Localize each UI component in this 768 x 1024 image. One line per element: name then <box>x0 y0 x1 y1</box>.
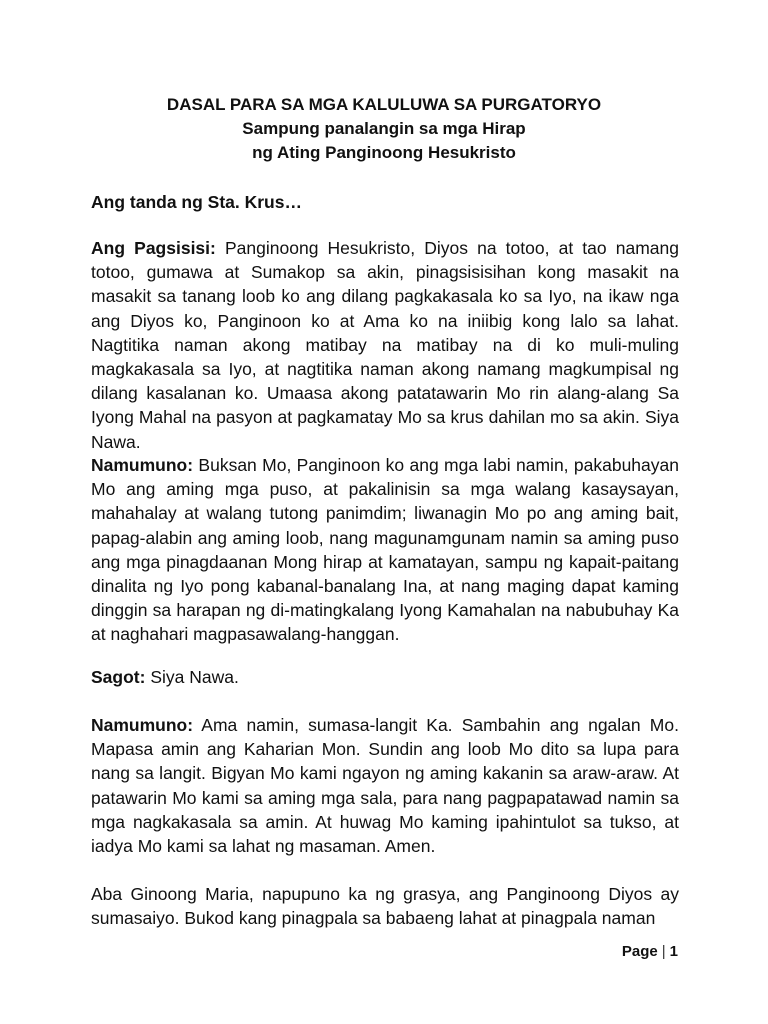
paragraph-label: Namumuno: <box>91 715 194 735</box>
paragraph-label: Ang Pagsisisi: <box>91 238 216 258</box>
paragraph-pagsisisi <box>91 236 679 454</box>
paragraph-namumuno-1 <box>91 453 679 647</box>
page-footer <box>622 942 678 962</box>
paragraph-sagot <box>91 665 679 689</box>
paragraph-body <box>91 665 679 689</box>
paragraph-body <box>91 882 679 930</box>
paragraph-text: Ama namin, sumasa-langit Ka. Sambahin ang ngalan Mo. Mapasa amin ang Kaharian Mon. Sundin ang loob Mo dito sa lupa para nang sa langit. Bigyan Mo kami ngayon ng aming kakanin sa araw-araw. At patawarin Mo kami sa aming mga sala, para nang pagpapatawad namin sa mga nagkakasala sa amin. At huwag Mo kaming ipahintulot sa tukso, at iadya Mo kami sa lahat ng masaman. Amen. <box>91 715 679 857</box>
paragraph-body <box>91 236 679 454</box>
paragraph-label: Sagot: <box>91 667 146 687</box>
paragraph-label: Namumuno: <box>91 455 194 475</box>
page-label: Page <box>621 943 658 960</box>
document-subtitle-line2: ng Ating Panginoong Hesukristo <box>252 143 516 162</box>
paragraph-text: Siya Nawa. <box>150 667 239 687</box>
page-number: 1 <box>669 943 678 960</box>
sign-of-cross-heading: Ang tanda ng Sta. Krus… <box>91 192 302 212</box>
paragraph-text: Buksan Mo, Panginoon ko ang mga labi namin, pakabuhayan Mo ang aming mga puso, at pakalinisin sa mga walang kasaysayan, mahahalay at walang tutong panimdim; liwanagin Mo po ang aming bait, papag-alabin ang aming loob, nang magunamgunam namin sa aming puso ang mga pinagdaanan Mong hirap at kamatayan, sampu ng kapait-paitang dinalita ng Iyo pong kabanal-banalang Ina, at nang maging dapat kaming dinggin sa harapan ng di-matingkalang Iyong Kamahalan na nabubuhay Ka at naghahari magpasawalang-hanggan. <box>91 455 679 645</box>
paragraph-body <box>91 453 679 647</box>
paragraph-aba-ginoong-maria <box>91 882 679 930</box>
page-separator: | <box>661 943 666 960</box>
document-title: DASAL PARA SA MGA KALULUWA SA PURGATORYO <box>166 95 602 114</box>
paragraph-namumuno-2 <box>91 713 679 858</box>
title-block <box>0 93 768 165</box>
paragraph-body <box>91 713 679 858</box>
document-subtitle-line1: Sampung panalangin sa mga Hirap <box>242 119 526 138</box>
paragraph-text: Panginoong Hesukristo, Diyos na totoo, at tao namang totoo, gumawa at Sumakop sa akin, pinagsisisihan kong masakit na masakit sa tanang loob ko ang dilang pagkakasala ko sa Iyo, na ikaw nga ang Diyos ko, Panginoon ko at Ama ko na iniibig kong lalo sa lahat. Nagtitika naman akong matibay na matibay na di ko muli-muling magkakasala sa Iyo, at nagtitika naman akong namang magkumpisal ng dilang kasalanan ko. Umaasa akong patatawarin Mo rin alang-alang Sa Iyong Mahal na pasyon at pagkamatay Mo sa krus dahilan mo sa akin. Siya Nawa. <box>91 238 680 452</box>
paragraph-text: Aba Ginoong Maria, napupuno ka ng grasya, ang Panginoong Diyos ay sumasaiyo. Bukod kang pinagpala sa babaeng lahat at pinagpala naman <box>91 884 679 929</box>
